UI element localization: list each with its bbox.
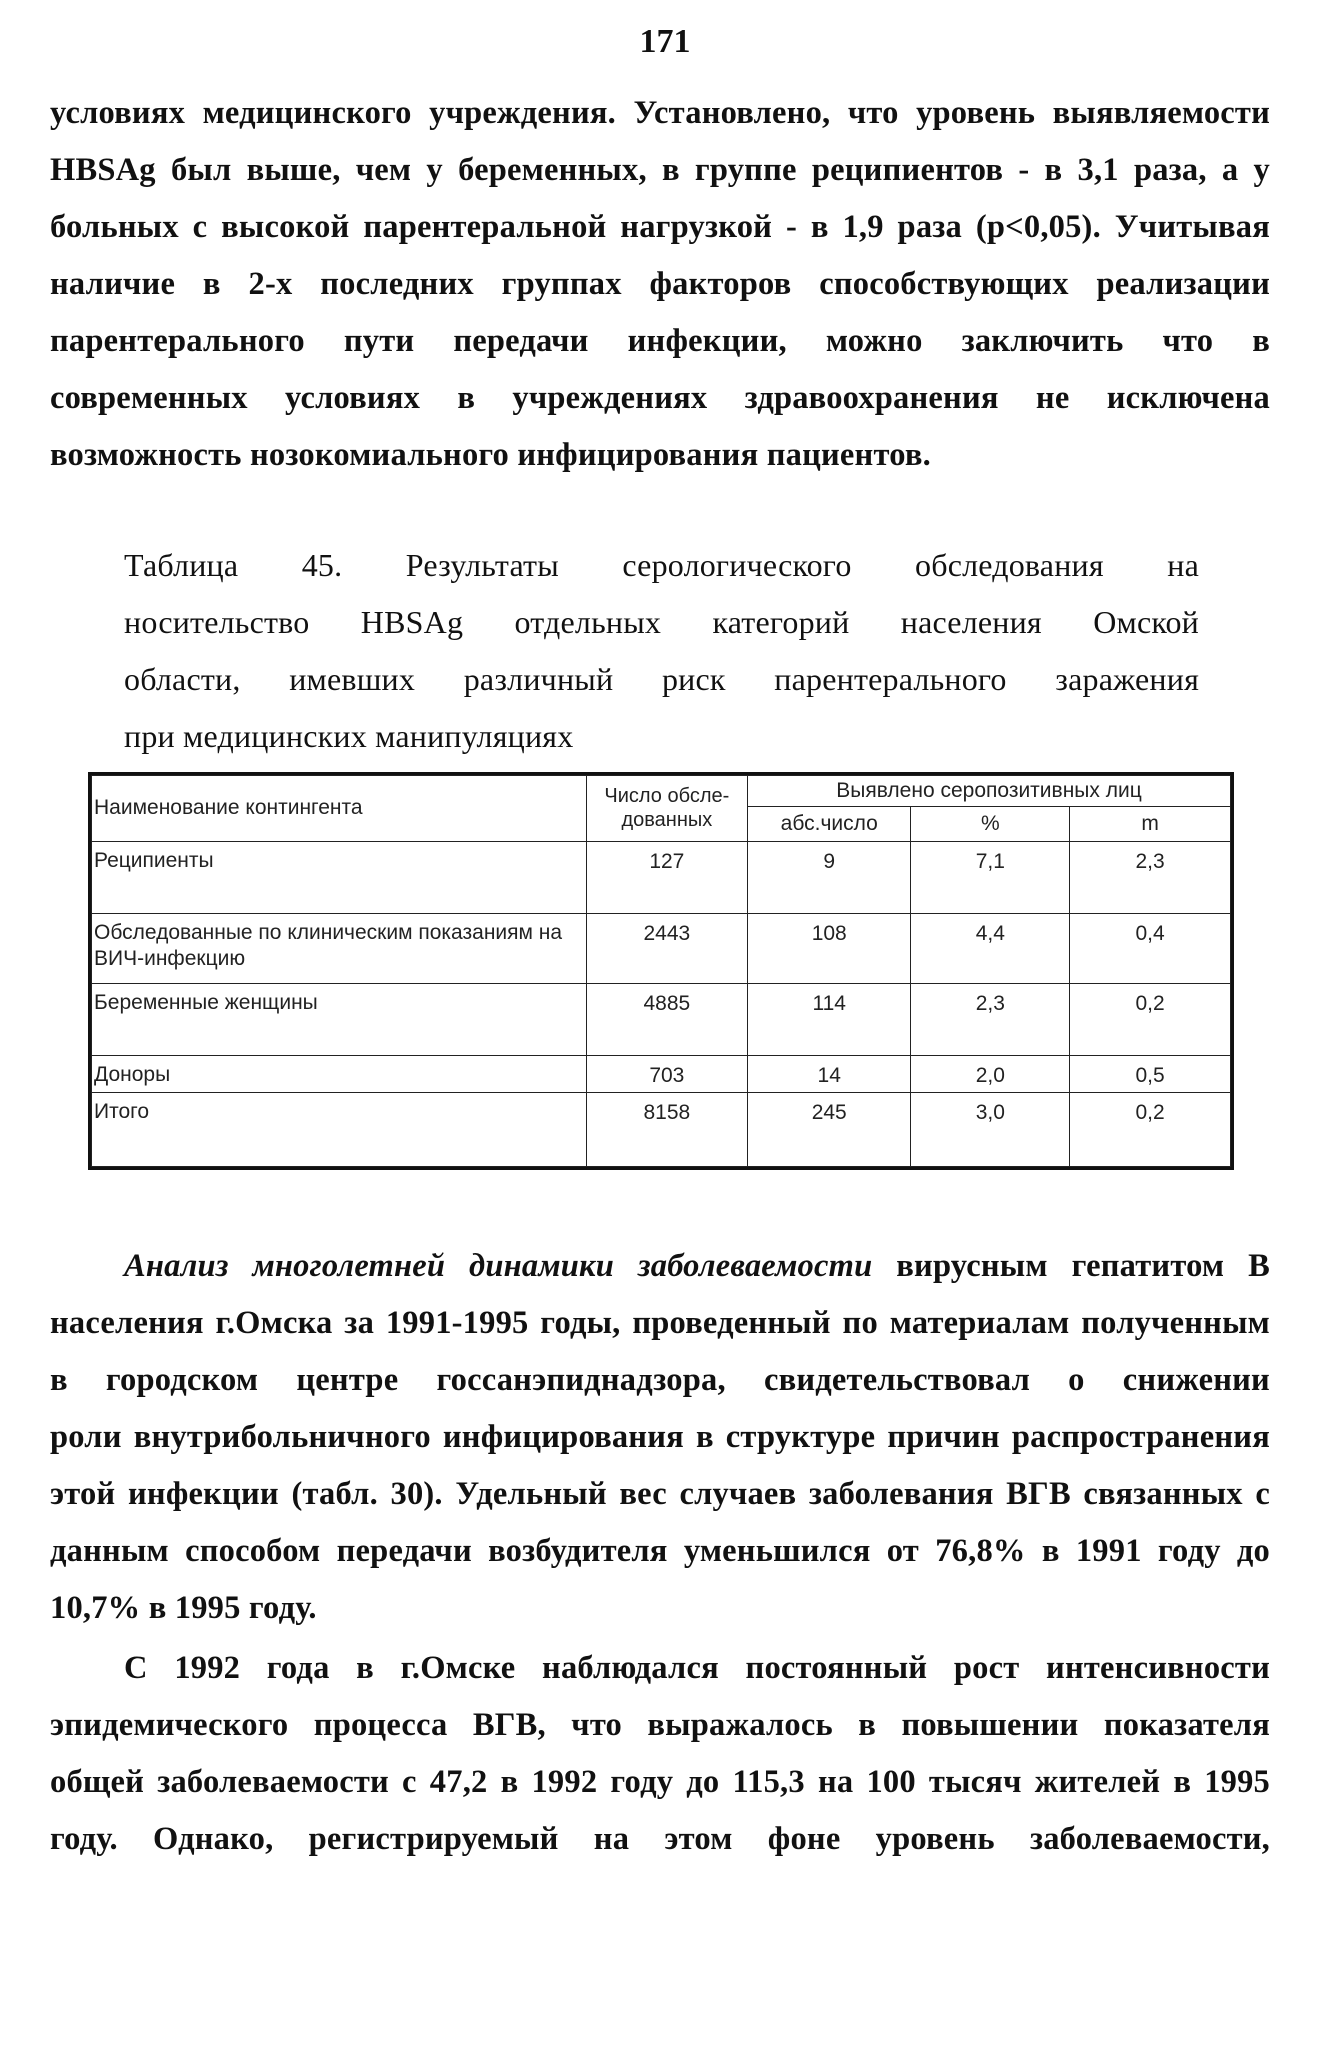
cell-abs: 114 <box>748 983 911 1055</box>
cell-m: 0,4 <box>1070 913 1231 983</box>
text-line: общей заболеваемости с 47,2 в 1992 году до 115,3 на 100 тысяч жителей в 1995 <box>50 1764 1270 1800</box>
cell-abs: 9 <box>748 841 911 913</box>
text-line: парентерального пути передачи инфекции, можно заключить что в <box>50 323 1270 359</box>
cell-m: 0,5 <box>1070 1055 1231 1092</box>
cell-examined: 4885 <box>586 983 747 1055</box>
cell-m: 0,2 <box>1070 1092 1231 1166</box>
text-line: современных условиях в учреждениях здравоохранения не исключена <box>50 380 1270 416</box>
caption-line: при медицинских манипуляциях <box>124 718 574 754</box>
cell-name: Реципиенты <box>92 841 587 913</box>
text-line: населения г.Омска за 1991-1995 годы, проведенный по материалам полученным <box>50 1305 1270 1341</box>
paragraph-1 <box>50 85 1270 484</box>
caption-line: области, имевших различный риск парентерального заражения <box>124 661 1199 697</box>
cell-name: Обследованные по клиническим показаниям на ВИЧ-инфекцию <box>92 913 587 983</box>
cell-pct: 4,4 <box>911 913 1070 983</box>
text-fragment: вирусным гепатитом В <box>896 1248 1270 1284</box>
text-line: HBSAg был выше, чем у беременных, в группе реципиентов - в 3,1 раза, а у <box>50 152 1270 188</box>
text-line: году. Однако, регистрируемый на этом фоне уровень заболеваемости, <box>50 1821 1270 1857</box>
text-line: этой инфекции (табл. 30). Удельный вес случаев заболевания ВГВ связанных с <box>50 1476 1270 1512</box>
header-m: m <box>1070 806 1231 841</box>
header-examined: Число обсле-дованных <box>586 776 747 842</box>
cell-abs: 14 <box>748 1055 911 1092</box>
cell-name: Итого <box>92 1092 587 1166</box>
text-line: больных с высокой парентеральной нагрузкой - в 1,9 раза (р<0,05). Учитывая <box>50 209 1270 245</box>
cell-pct: 7,1 <box>911 841 1070 913</box>
text-line: С 1992 года в г.Омске наблюдался постоянный рост интенсивности <box>124 1650 1270 1686</box>
paragraph-2 <box>50 1238 1270 1637</box>
paragraph-3 <box>50 1640 1270 1868</box>
header-abs: абс.число <box>748 806 911 841</box>
italic-lead: Анализ многолетней динамики заболеваемости <box>124 1248 873 1284</box>
cell-pct: 2,0 <box>911 1055 1070 1092</box>
cell-examined: 8158 <box>586 1092 747 1166</box>
cell-abs: 108 <box>748 913 911 983</box>
table-row <box>92 913 1231 983</box>
serology-table <box>88 772 1234 1170</box>
cell-examined: 127 <box>586 841 747 913</box>
header-detected: Выявлено серопозитивных лиц <box>748 776 1231 807</box>
page-number: 171 <box>639 23 691 60</box>
cell-abs: 245 <box>748 1092 911 1166</box>
cell-pct: 3,0 <box>911 1092 1070 1166</box>
table-row <box>92 1055 1231 1092</box>
cell-m: 0,2 <box>1070 983 1231 1055</box>
text-line <box>50 1238 1270 1295</box>
cell-name: Доноры <box>92 1055 587 1092</box>
text-line: данным способом передачи возбудителя уменьшился от 76,8% в 1991 году до <box>50 1533 1270 1569</box>
cell-examined: 703 <box>586 1055 747 1092</box>
cell-name: Беременные женщины <box>92 983 587 1055</box>
cell-m: 2,3 <box>1070 841 1231 913</box>
text-line: возможность нозокомиального инфицирования пациентов. <box>50 437 931 473</box>
caption-line: Таблица 45. Результаты серологического обследования на <box>124 547 1199 583</box>
text-line: условиях медицинского учреждения. Установлено, что уровень выявляемости <box>50 95 1270 131</box>
text-line: роли внутрибольничного инфицирования в структуре причин распространения <box>50 1419 1270 1455</box>
text-line: наличие в 2-х последних группах факторов способствующих реализации <box>50 266 1270 302</box>
text-line: в городском центре госсанэпиднадзора, свидетельствовал о снижении <box>50 1362 1270 1398</box>
text-line: 10,7% в 1995 году. <box>50 1590 317 1626</box>
cell-examined: 2443 <box>586 913 747 983</box>
cell-pct: 2,3 <box>911 983 1070 1055</box>
caption-line: носительство HBSAg отдельных категорий населения Омской <box>124 604 1199 640</box>
header-pct: % <box>911 806 1070 841</box>
table-row <box>92 983 1231 1055</box>
table-caption <box>124 537 1199 765</box>
table-row <box>92 841 1231 913</box>
table-row <box>92 1092 1231 1166</box>
text-line: эпидемического процесса ВГВ, что выражалось в повышении показателя <box>50 1707 1270 1743</box>
header-contingent: Наименование контингента <box>92 776 587 842</box>
